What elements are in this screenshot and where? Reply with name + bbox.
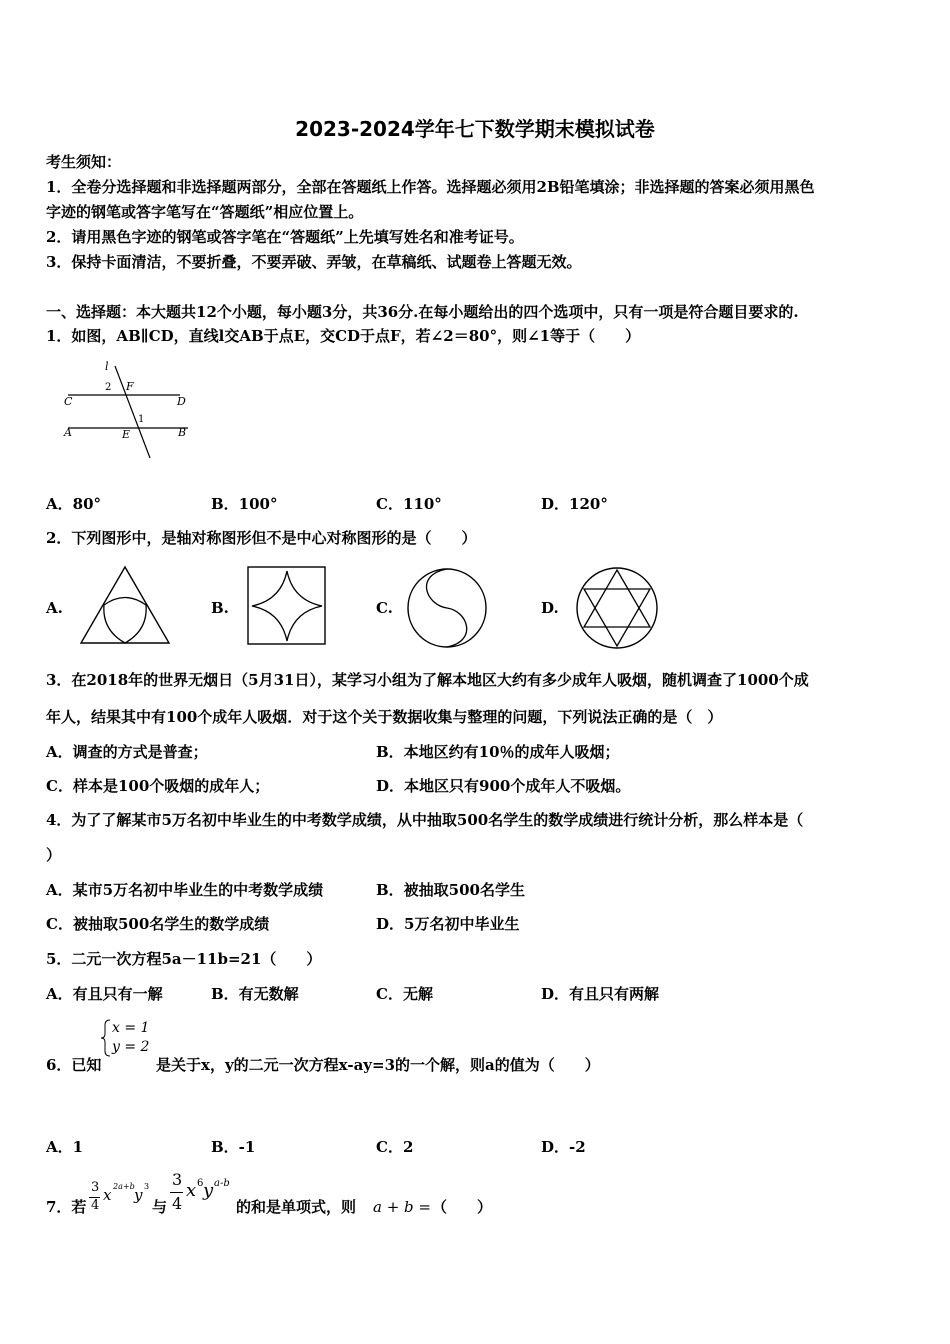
q3-option-b: B．本地区约有10％的成年人吸烟；: [376, 743, 620, 761]
q5-stem: 5．二元一次方程5a－11b=21（ ）: [46, 950, 322, 968]
q7-term1-numerator: 3: [91, 1180, 100, 1195]
q2-figure-a: [78, 564, 173, 646]
q6-option-d: D．-2: [541, 1138, 586, 1156]
q7-term1-y-exponent: 3: [144, 1182, 150, 1191]
q6-stem-post: 是关于x，y的二元一次方程x-ay=3的一个解，则a的值为（ ）: [156, 1056, 600, 1074]
q7-term1-y: y: [134, 1186, 143, 1204]
q3-option-d: D．本地区只有900个成年人不吸烟。: [376, 777, 631, 795]
q7-stem-pre: 7．若: [46, 1198, 87, 1216]
q2-figure-b: [247, 566, 327, 646]
q1-stem: 1．如图，AB∥CD，直线l交AB于点E，交CD于点F，若∠2＝80°，则∠1等于（ ）: [46, 327, 641, 345]
q5-option-c: C．无解: [376, 985, 433, 1003]
page-title: 2023-2024学年七下数学期末模拟试卷: [295, 117, 655, 141]
q4-option-a: A．某市5万名初中毕业生的中考数学成绩: [46, 881, 324, 899]
q4-option-d: D．5万名初中毕业生: [376, 915, 520, 933]
q6-option-c: C．2: [376, 1138, 414, 1156]
notice-line-1b: 字迹的钢笔或答字笔写在“答题纸”相应位置上。: [46, 203, 364, 221]
notice-line-1a: 1．全卷分选择题和非选择题两部分，全部在答题纸上作答。选择题必须用2B铅笔填涂；非选择题的答案必须用黑色: [46, 178, 815, 196]
q4-stem-line-2: ）: [46, 846, 62, 864]
q5-option-b: B．有无数解: [211, 985, 299, 1003]
q1-option-d: D．120°: [541, 495, 608, 513]
label-l: l: [105, 360, 109, 373]
notice-line-3: 3．保持卡面清洁，不要折叠，不要弄破、弄皱，在草稿纸、试题卷上答题无效。: [46, 253, 582, 271]
q6-system-eq-2: y = 2: [112, 1039, 150, 1055]
q7-stem-post: 的和是单项式，则: [236, 1198, 357, 1216]
q6-brace: [100, 1019, 112, 1057]
q2-figure-c: [406, 567, 488, 649]
q3-stem-line-2: 年人，结果其中有100个成年人吸烟．对于这个关于数据收集与整理的问题，下列说法正确的是（ ）: [46, 708, 723, 726]
q3-option-c: C．样本是100个吸烟的成年人；: [46, 777, 270, 795]
q7-stem-mid: 与: [152, 1198, 168, 1216]
q1-option-c: C．110°: [376, 495, 442, 513]
q2-label-c: C.: [376, 599, 393, 617]
q7-term1-x: x: [103, 1186, 112, 1204]
section-heading: 一、选择题：本大题共12个小题，每小题3分，共36分.在每小题给出的四个选项中，只有一项是符合题目要求的.: [46, 303, 799, 321]
q7-answer-paren: （ ）: [432, 1198, 493, 1216]
q7-term1-denominator: 4: [91, 1198, 100, 1213]
label-b: B: [178, 426, 187, 439]
q7-expression: a + b =: [373, 1198, 431, 1216]
q2-label-d: D.: [541, 599, 559, 617]
q7-term2-x: x: [186, 1180, 197, 1201]
q7-term2-x-exponent: 6: [197, 1178, 204, 1189]
q7-term2-y: y: [203, 1180, 214, 1201]
q2-figure-d: [575, 566, 659, 650]
q3-stem-line-1: 3．在2018年的世界无烟日（5月31日），某学习小组为了解本地区大约有多少成年人吸烟，随机调查了1000个成: [46, 671, 809, 689]
q2-label-a: A.: [46, 599, 63, 617]
q7-term2-fraction-bar: [170, 1192, 183, 1193]
label-e: E: [122, 428, 131, 441]
q7-term2-numerator: 3: [172, 1170, 183, 1189]
q1-figure: [60, 358, 195, 463]
q1-option-a: A．80°: [46, 495, 102, 513]
q6-option-b: B．-1: [211, 1138, 256, 1156]
notice-line-2: 2．请用黑色字迹的钢笔或答字笔在“答题纸”上先填写姓名和准考证号。: [46, 228, 524, 246]
q6-stem-pre: 6．已知: [46, 1056, 102, 1074]
q4-option-b: B．被抽取500名学生: [376, 881, 525, 899]
q1-option-b: B．100°: [211, 495, 278, 513]
q5-option-a: A．有且只有一解: [46, 985, 163, 1003]
label-c: C: [64, 395, 73, 408]
label-2: 2: [105, 382, 112, 393]
q6-option-a: A．1: [46, 1138, 84, 1156]
label-1: 1: [138, 414, 145, 425]
q4-option-c: C．被抽取500名学生的数学成绩: [46, 915, 270, 933]
q4-stem-line-1: 4．为了了解某市5万名初中毕业生的中考数学成绩，从中抽取500名学生的数学成绩进行统计分析，那么样本是（: [46, 811, 804, 829]
q2-stem: 2．下列图形中，是轴对称图形但不是中心对称图形的是（ ）: [46, 529, 477, 547]
label-f: F: [126, 380, 134, 393]
notice-heading: 考生须知：: [46, 153, 122, 171]
label-a: A: [64, 426, 72, 439]
q2-label-b: B.: [211, 599, 229, 617]
q6-system-eq-1: x = 1: [112, 1020, 150, 1036]
label-d: D: [177, 395, 186, 408]
q7-term2-denominator: 4: [172, 1194, 183, 1213]
q7-term1-x-exponent: 2a+b: [113, 1182, 135, 1191]
q5-option-d: D．有且只有两解: [541, 985, 660, 1003]
q3-option-a: A．调查的方式是普查；: [46, 743, 208, 761]
q7-term2-y-exponent: a-b: [214, 1178, 230, 1189]
